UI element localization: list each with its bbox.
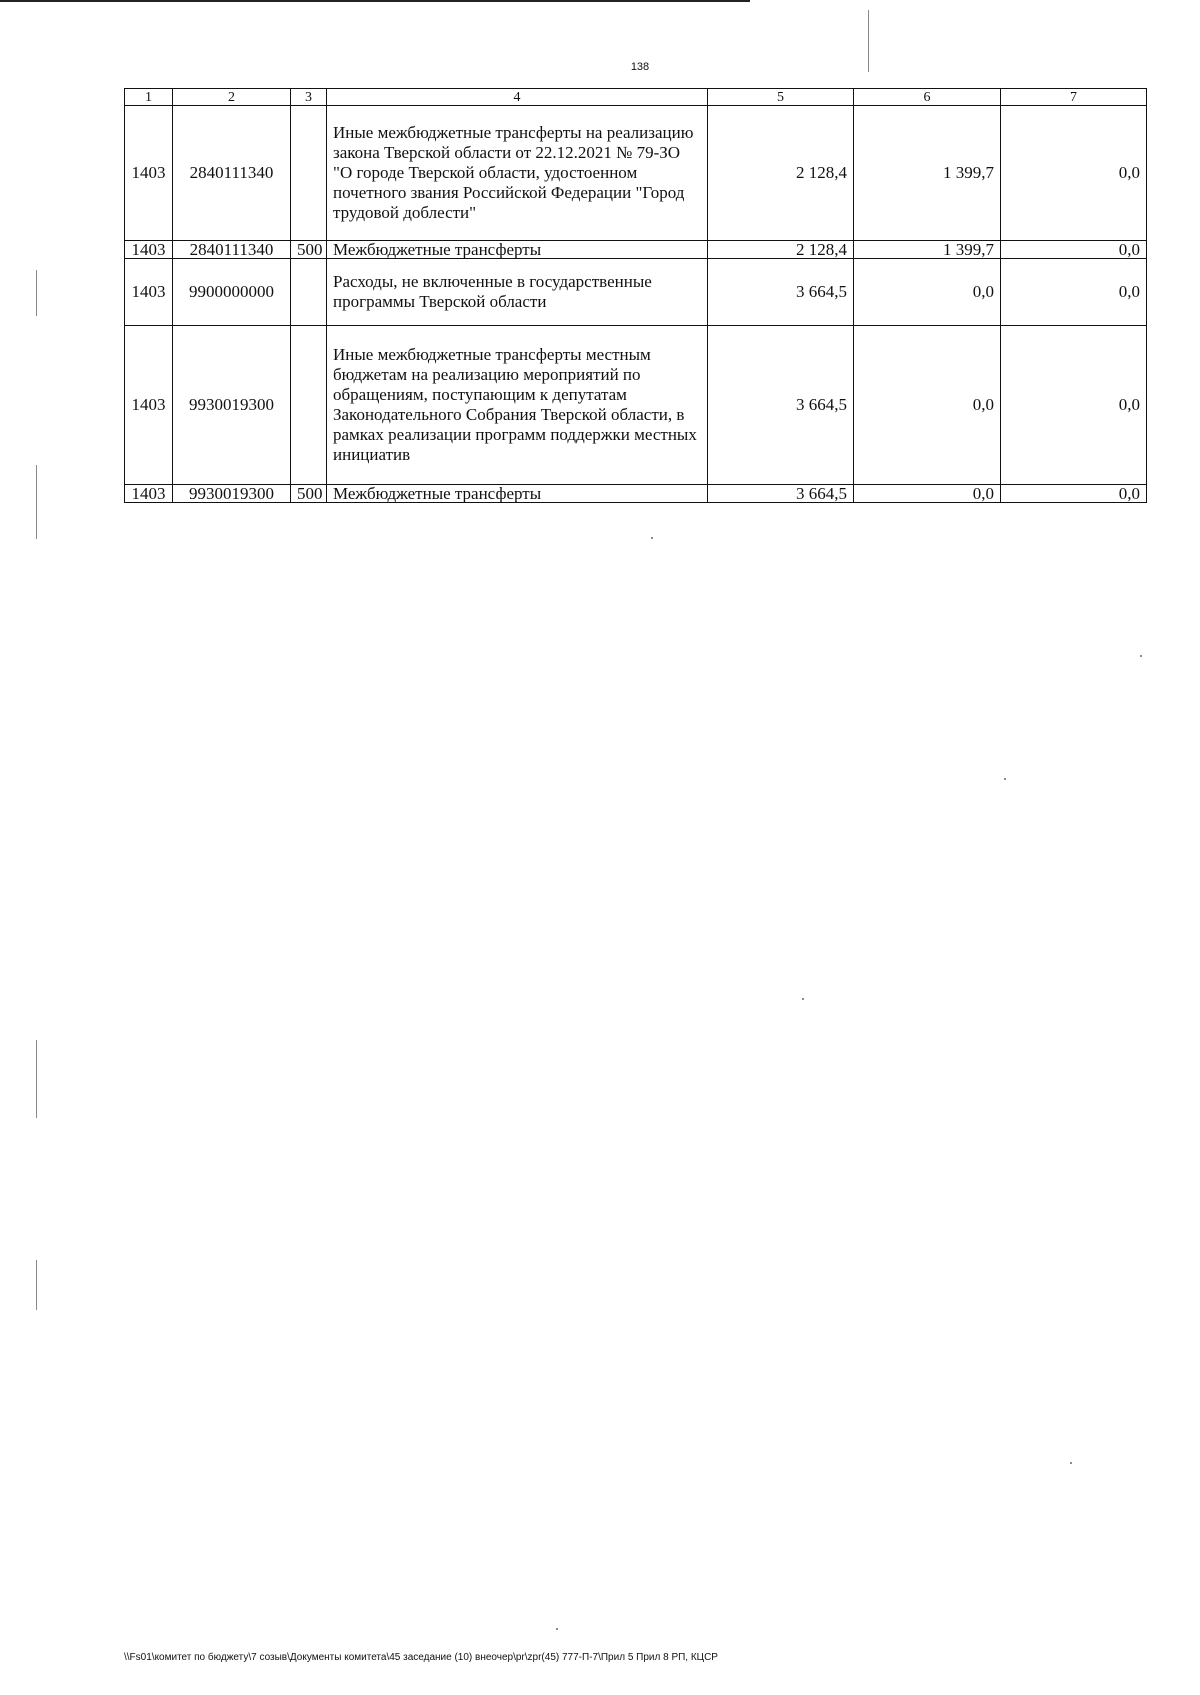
section-code-cell: 1403 [125, 259, 173, 326]
section-code-cell: 1403 [125, 106, 173, 241]
amount-6-cell: 0,0 [854, 259, 1001, 326]
column-header-4: 4 [327, 89, 708, 106]
amount-6-cell: 1 399,7 [854, 241, 1001, 259]
scan-artifact-speck [651, 537, 653, 539]
scan-artifact-mark [36, 1040, 37, 1118]
column-header-2: 2 [173, 89, 291, 106]
column-header-7: 7 [1001, 89, 1147, 106]
expense-type-cell: 500 [291, 485, 327, 503]
description-cell: Иные межбюджетные трансферты местным бюджетам на реализацию мероприятий по обращениям, поступающим к депутатам Законодательного Собрания Тверской области, в рамках реализации программ поддержки местных инициатив [327, 326, 708, 485]
expense-type-cell [291, 326, 327, 485]
description-cell: Расходы, не включенные в государственные программы Тверской области [327, 259, 708, 326]
target-article-cell: 2840111340 [173, 241, 291, 259]
column-number-header-row [125, 89, 1147, 106]
table-row [125, 106, 1147, 241]
column-header-3: 3 [291, 89, 327, 106]
scan-artifact-mark [36, 270, 37, 316]
amount-5-cell: 3 664,5 [708, 326, 854, 485]
amount-7-cell: 0,0 [1001, 326, 1147, 485]
description-cell: Межбюджетные трансферты [327, 485, 708, 503]
description-cell: Иные межбюджетные трансферты на реализацию закона Тверской области от 22.12.2021 № 79-ЗО "О городе Тверской области, удостоенном почетного звания Российской Федерации "Город трудовой доблести" [327, 106, 708, 241]
table-row [125, 241, 1147, 259]
scan-artifact-mark [36, 465, 37, 539]
amount-7-cell: 0,0 [1001, 241, 1147, 259]
scan-top-edge-line [0, 0, 750, 2]
expense-type-cell [291, 106, 327, 241]
scan-artifact-mark [868, 10, 869, 72]
scan-artifact-speck [802, 998, 804, 1000]
amount-5-cell: 2 128,4 [708, 241, 854, 259]
target-article-cell: 9930019300 [173, 326, 291, 485]
amount-5-cell: 3 664,5 [708, 259, 854, 326]
description-cell: Межбюджетные трансферты [327, 241, 708, 259]
table-row [125, 326, 1147, 485]
section-code-cell: 1403 [125, 485, 173, 503]
page-number: 138 [630, 61, 650, 73]
amount-6-cell: 0,0 [854, 326, 1001, 485]
column-header-6: 6 [854, 89, 1001, 106]
section-code-cell: 1403 [125, 241, 173, 259]
budget-table [124, 88, 1147, 503]
target-article-cell: 9930019300 [173, 485, 291, 503]
amount-6-cell: 0,0 [854, 485, 1001, 503]
scan-artifact-speck [1004, 778, 1006, 780]
target-article-cell: 2840111340 [173, 106, 291, 241]
scan-artifact-speck [1070, 1462, 1072, 1464]
target-article-cell: 9900000000 [173, 259, 291, 326]
section-code-cell: 1403 [125, 326, 173, 485]
scan-artifact-speck [1140, 655, 1142, 657]
table-row [125, 259, 1147, 326]
column-header-5: 5 [708, 89, 854, 106]
column-header-1: 1 [125, 89, 173, 106]
amount-6-cell: 1 399,7 [854, 106, 1001, 241]
amount-5-cell: 3 664,5 [708, 485, 854, 503]
amount-7-cell: 0,0 [1001, 106, 1147, 241]
amount-5-cell: 2 128,4 [708, 106, 854, 241]
scan-artifact-speck [556, 1628, 558, 1630]
scan-artifact-mark [36, 1260, 37, 1310]
amount-7-cell: 0,0 [1001, 259, 1147, 326]
amount-7-cell: 0,0 [1001, 485, 1147, 503]
expense-type-cell [291, 259, 327, 326]
table-row [125, 485, 1147, 503]
footer-file-path: \\Fs01\комитет по бюджету\7 созыв\Документы комитета\45 заседание (10) внеочер\pr\zpr(45) 777-П-7\Прил 5 Прил 8 РП, КЦСР [124, 1652, 718, 1663]
expense-type-cell: 500 [291, 241, 327, 259]
